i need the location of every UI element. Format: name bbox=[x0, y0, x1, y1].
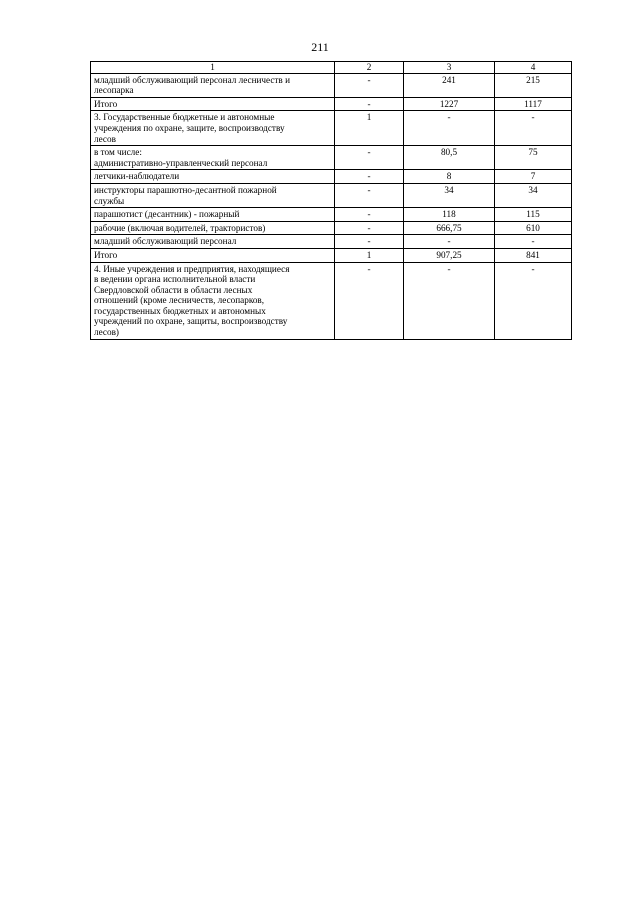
row-label-cell bbox=[91, 146, 335, 170]
value-cell: - bbox=[404, 111, 495, 146]
table-header-row bbox=[91, 62, 572, 74]
row-label: рабочие (включая водителей, трактористов) bbox=[94, 222, 266, 233]
row-label-cell bbox=[91, 183, 335, 207]
value-cell: - bbox=[335, 262, 404, 339]
value-cell: 610 bbox=[495, 221, 572, 235]
value-cell: 7 bbox=[495, 170, 572, 184]
row-label-cell bbox=[91, 111, 335, 146]
row-label: парашютист (десантник) - пожарный bbox=[94, 209, 240, 220]
value-cell: - bbox=[335, 183, 404, 207]
row-label-cell bbox=[91, 262, 335, 339]
table-row bbox=[91, 208, 572, 222]
value-cell: 1 bbox=[335, 111, 404, 146]
column-header: 3 bbox=[404, 62, 495, 74]
value-cell: 215 bbox=[495, 73, 572, 97]
row-label: младший обслуживающий персонал bbox=[94, 236, 237, 247]
value-cell: 115 bbox=[495, 208, 572, 222]
value-cell: - bbox=[335, 73, 404, 97]
row-label-cell bbox=[91, 170, 335, 184]
value-cell: 75 bbox=[495, 146, 572, 170]
value-cell: 841 bbox=[495, 248, 572, 262]
value-cell: - bbox=[335, 146, 404, 170]
value-cell: 80,5 bbox=[404, 146, 495, 170]
value-cell: 34 bbox=[495, 183, 572, 207]
row-label: 4. Иные учреждения и предприятия, находящиеся в ведении органа исполнительной власти Свердловской области в области лесных отношений (кроме лесничеств, лесопарков, государственных бюджетных и автономных учреждений по охране, защиты, воспроизводству лесов) bbox=[94, 263, 290, 338]
value-cell: - bbox=[495, 262, 572, 339]
table-row bbox=[91, 97, 572, 111]
column-header: 1 bbox=[91, 62, 335, 74]
row-label: в том числе: административно-управленческий персонал bbox=[94, 147, 268, 168]
value-cell: - bbox=[335, 235, 404, 249]
row-label: инструкторы парашютно-десантной пожарной службы bbox=[94, 184, 277, 206]
value-cell: 1117 bbox=[495, 97, 572, 111]
row-label-cell bbox=[91, 248, 335, 262]
value-cell: - bbox=[404, 235, 495, 249]
column-header: 4 bbox=[495, 62, 572, 74]
value-cell: 1227 bbox=[404, 97, 495, 111]
table-row bbox=[91, 146, 572, 170]
value-cell: 666,75 bbox=[404, 221, 495, 235]
row-label: младший обслуживающий персонал лесничеств и лесопарка bbox=[94, 74, 290, 96]
row-label-cell bbox=[91, 97, 335, 111]
row-label-cell bbox=[91, 73, 335, 97]
value-cell: 1 bbox=[335, 248, 404, 262]
table-row bbox=[91, 73, 572, 97]
row-label-cell bbox=[91, 208, 335, 222]
row-label-cell bbox=[91, 221, 335, 235]
value-cell: - bbox=[335, 170, 404, 184]
table-row bbox=[91, 170, 572, 184]
row-label: летчики-наблюдатели bbox=[94, 171, 180, 182]
table-row bbox=[91, 183, 572, 207]
row-label: 3. Государственные бюджетные и автономные учреждения по охране, защите, воспроизводству лесов bbox=[94, 112, 285, 144]
value-cell: 907,25 bbox=[404, 248, 495, 262]
value-cell: - bbox=[335, 221, 404, 235]
staffing-table-body bbox=[91, 62, 572, 340]
table-row bbox=[91, 262, 572, 339]
column-header: 2 bbox=[335, 62, 404, 74]
value-cell: 241 bbox=[404, 73, 495, 97]
value-cell: - bbox=[404, 262, 495, 339]
value-cell: 118 bbox=[404, 208, 495, 222]
table-row bbox=[91, 235, 572, 249]
value-cell: - bbox=[335, 208, 404, 222]
table-row bbox=[91, 221, 572, 235]
table-row bbox=[91, 248, 572, 262]
row-label: Итого bbox=[94, 249, 118, 260]
page-number: 211 bbox=[311, 40, 329, 54]
table-row bbox=[91, 111, 572, 146]
row-label-cell bbox=[91, 235, 335, 249]
row-label: Итого bbox=[94, 98, 118, 109]
value-cell: 34 bbox=[404, 183, 495, 207]
value-cell: - bbox=[335, 97, 404, 111]
value-cell: - bbox=[495, 111, 572, 146]
value-cell: 8 bbox=[404, 170, 495, 184]
value-cell: - bbox=[495, 235, 572, 249]
staffing-table bbox=[90, 61, 572, 340]
